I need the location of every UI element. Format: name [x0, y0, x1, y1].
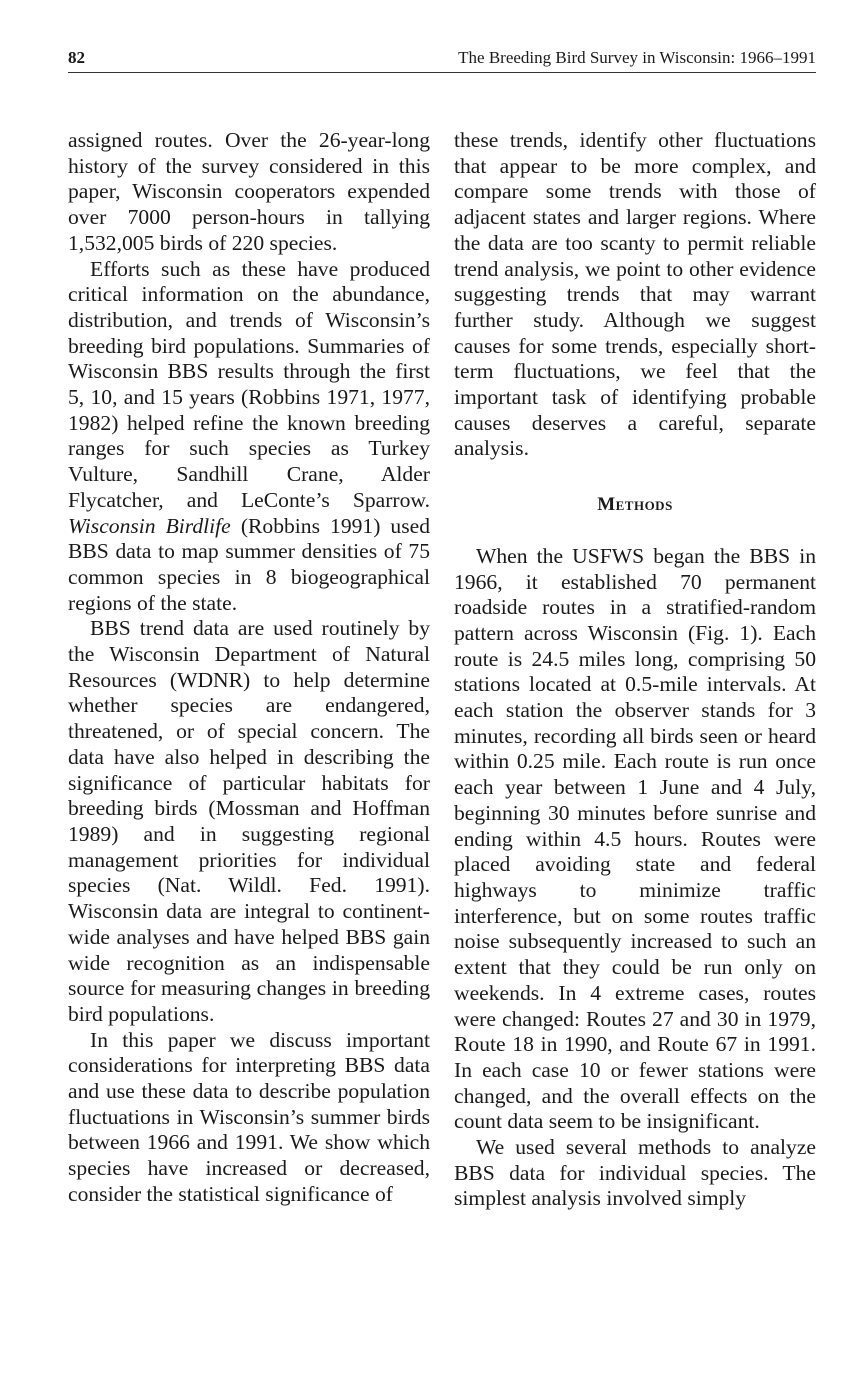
right-column [454, 128, 816, 1212]
paragraph: assigned routes. Over the 26-year-long history of the survey considered in this paper, Wisconsin cooperators expended over 7000 person-hours in tallying 1,532,005 birds of 220 species. [68, 128, 430, 255]
paragraph: these trends, identify other fluctuations that appear to be more complex, and compare some trends with those of adjacent states and larger regions. Where the data are too scanty to permit reliable trend analysis, we point to other evidence suggesting trends that may warrant further study. Although we suggest causes for some trends, especially short-term fluctuations, we feel that the important task of identifying probable causes deserves a careful, separate analysis. [454, 128, 816, 461]
page-number: 82 [68, 48, 85, 67]
paragraph-text: Efforts such as these have produced critical information on the abundance, distribution, and trends of Wisconsin’s breeding bird populations. Summaries of Wisconsin BBS results through the first 5, 10, and 15 years (Robbins 1971, 1977, 1982) helped refine the known breeding ranges for such species as Turkey Vulture, Sandhill Crane, Alder Flycatcher, and LeConte’s Sparrow. [68, 256, 430, 512]
paragraph: In this paper we discuss important considerations for interpreting BBS data and use these data to describe population fluctuations in Wisconsin’s summer birds between 1966 and 1991. We show which species have increased or decreased, consider the statistical significance of [68, 1027, 430, 1206]
paragraph: When the USFWS began the BBS in 1966, it established 70 permanent roadside routes in a stratified-random pattern across Wisconsin (Fig. 1). Each route is 24.5 miles long, comprising 50 stations located at 0.5-mile intervals. At each station the observer stands for 3 minutes, recording all birds seen or heard within 0.25 mile. Each route is run once each year between 1 June and 4 July, beginning 30 minutes before sunrise and ending within 4.5 hours. Routes were placed avoiding state and federal highways to minimize traffic interference, but on some routes traffic noise subsequently increased to such an extent that they could be run only on weekends. In 4 extreme cases, routes were changed: Routes 27 and 30 in 1979, Route 18 in 1990, and Route 67 in 1991. In each case 10 or fewer stations were changed, and the overall effects on the count data seem to be insignificant. [454, 543, 816, 1134]
running-title: The Breeding Bird Survey in Wisconsin: 1966–1991 [458, 48, 816, 67]
left-column [68, 128, 430, 1208]
running-header [68, 44, 816, 73]
paragraph [68, 257, 430, 617]
paragraph: We used several methods to analyze BBS data for individual species. The simplest analysis involved simply [454, 1135, 816, 1211]
book-title: Wisconsin Birdlife [68, 513, 231, 538]
section-heading: Methods [597, 494, 673, 516]
paragraph-text: (Robbins 1991) used BBS data to map summer densities of 75 common species in 8 biogeographical regions of the state. [68, 513, 430, 615]
paragraph: BBS trend data are used routinely by the Wisconsin Department of Natural Resources (WDNR) to help determine whether species are endangered, threatened, or of special concern. The data have also helped in describing the significance of particular habitats for breeding birds (Mossman and Hoffman 1989) and in suggesting regional management priorities for individual species (Nat. Wildl. Fed. 1991). Wisconsin data are integral to continent-wide analyses and have helped BBS gain wide recognition as an indispensable source for measuring changes in breeding bird populations. [68, 616, 430, 1026]
